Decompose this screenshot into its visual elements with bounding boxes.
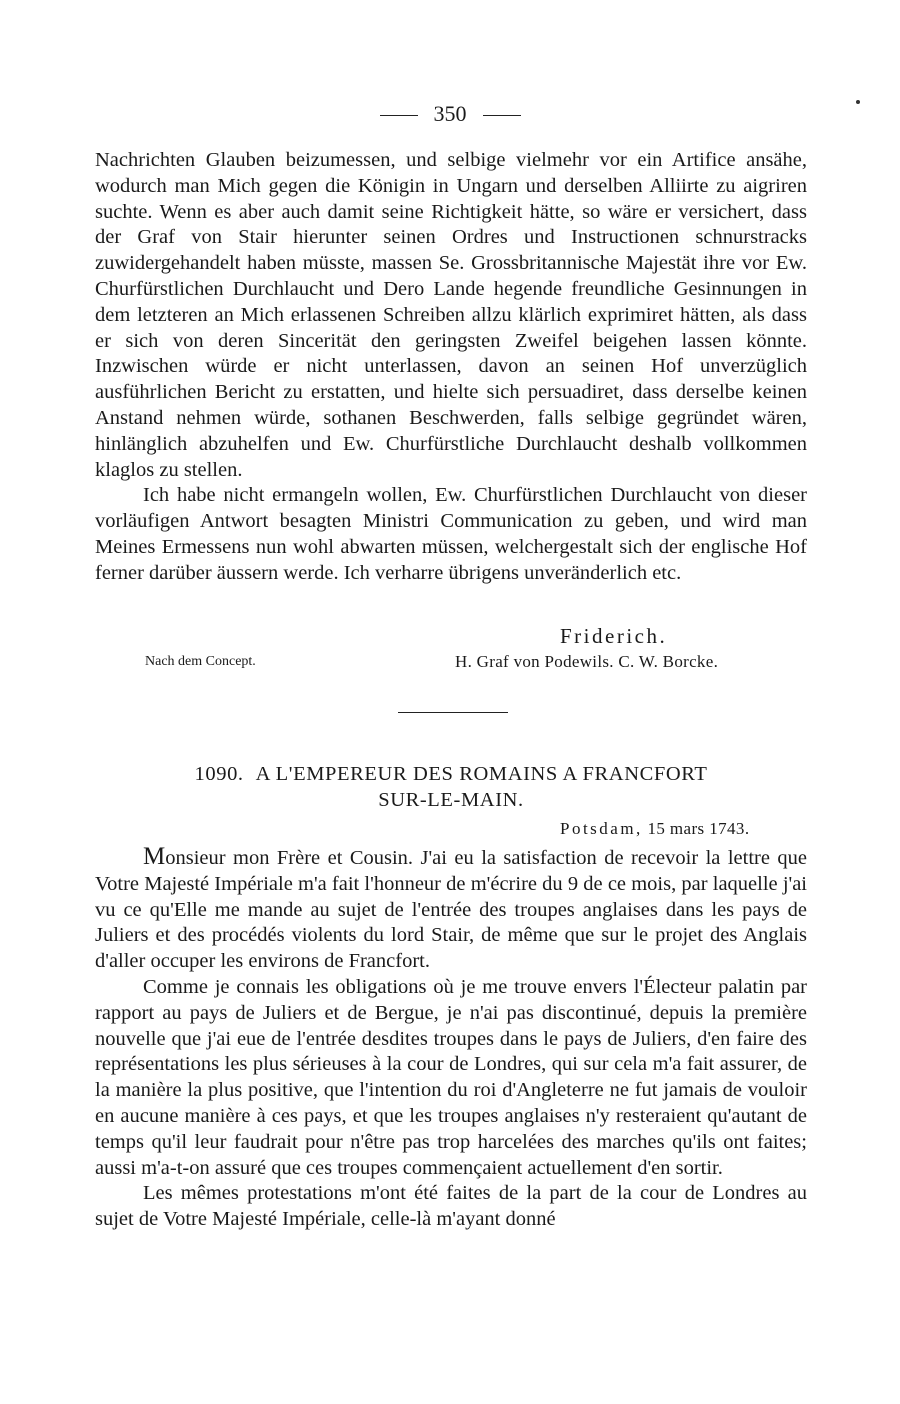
- letter-2-paragraph-text: onsieur mon Frère et Cousin. J'ai eu la satisfaction de recevoir la lettre que Votre Majesté Impériale m'a fait l'honneur de m'écrire du 9 de ce mois, par laquelle j'ai vu ce qu'Elle me mande au sujet de l'entrée des troupes anglaises dans les pays de Juliers et des procédés violents du lord Stair, de même que sur le projet des Anglais d'aller occuper les environs de Francfort.: [95, 847, 807, 973]
- dateline-place: Potsdam,: [560, 819, 643, 838]
- letter-1-body: [95, 148, 807, 587]
- letter-2-paragraph: Comme je connais les obligations où je me trouve envers l'Électeur palatin par rapport au pays de Juliers et de Bergue, je n'ai pas discontinué, depuis la première nouvelle que j'ai eue de l'entrée desdites troupes dans le pays de Juliers, d'en faire des représentations les plus sérieuses à la cour de Londres, qui sur cela m'a fait assurer, de la manière la plus positive, que l'intention du roi d'Angleterre ne fut jamais de vouloir en aucune manière à ces pays, et que les troupes anglaises n'y resteraient qu'autant de temps qu'il leur faudrait pour n'être pas trop harcelées des marches qu'ils ont faites; aussi m'a-t-on assuré que ces troupes commençaient actuellement d'en sortir.: [95, 975, 807, 1179]
- letter-1-paragraph: Nachrichten Glauben beizumessen, und selbige vielmehr vor ein Artifice ansähe, wodurch man Mich gegen die Königin in Ungarn und derselben Alliirte zu aigriren suchte. Wenn es aber auch damit seine Richtigkeit hätte, so wäre er versichert, dass der Graf von Stair hierunter seinen Ordres und Instructionen schnurstracks zuwidergehandelt haben müsste, massen Se. Grossbritannische Majestät ihre vor Ew. Churfürstlichen Durchlaucht und Dero Lande hegende freundliche Gesinnungen in dem letzteren an Mich erlassenen Schreiben allzu klärlich exprimiret hätten, als dass er sich von deren Sincerität den geringsten Zweifel beigehen lassen könnte. Inzwischen würde er nicht unterlassen, davon an seinen Hof unverzüglich ausführlichen Bericht zu erstatten, und hielte sich persuadiret, dass derselbe keinen Anstand nehmen würde, sothanen Beschwerden, falls selbige gegründet wären, hinlänglich abzuhelfen und Ew. Churfürstliche Durchlaucht deshalb vollkommen klaglos zu stellen.: [95, 149, 807, 481]
- heading-line-1: A L'EMPEREUR DES ROMAINS A FRANCFORT: [255, 763, 708, 785]
- letter-1-paragraph: Ich habe nicht ermangeln wollen, Ew. Churfürstlichen Durchlaucht von dieser vorläufigen Antwort besagten Ministri Communication zu geben, und wird man Meines Ermessens nun wohl abwarten müssen, welchergestalt sich der englische Hof ferner darüber äussern werde. Ich verharre übrigens unveränderlich etc.: [95, 484, 807, 584]
- salutation-initial: M: [143, 843, 166, 870]
- letter-2-heading: [95, 761, 807, 813]
- header-dash-left: [380, 115, 418, 116]
- letter-2-paragraph: Les mêmes protestations m'ont été faites de la part de la cour de Londres au sujet de Votre Majesté Impériale, celle-là m'ayant donné: [95, 1182, 807, 1231]
- page-header: [0, 101, 900, 127]
- cosigners: H. Graf von Podewils. C. W. Borcke.: [455, 652, 719, 671]
- dateline: [560, 819, 749, 839]
- letter-2-body: [95, 844, 807, 1233]
- section-divider: [398, 712, 508, 713]
- page-number: 350: [433, 101, 467, 126]
- document-number: 1090.: [194, 763, 244, 785]
- letter-2-paragraph: [95, 844, 807, 975]
- heading-line-2: SUR-LE-MAIN.: [378, 789, 524, 811]
- margin-speck: [856, 100, 860, 104]
- letter-1-signature: Friderich.: [560, 624, 668, 648]
- header-dash-right: [483, 115, 521, 116]
- dateline-date: 15 mars 1743.: [647, 819, 750, 838]
- source-note: Nach dem Concept.: [145, 654, 256, 669]
